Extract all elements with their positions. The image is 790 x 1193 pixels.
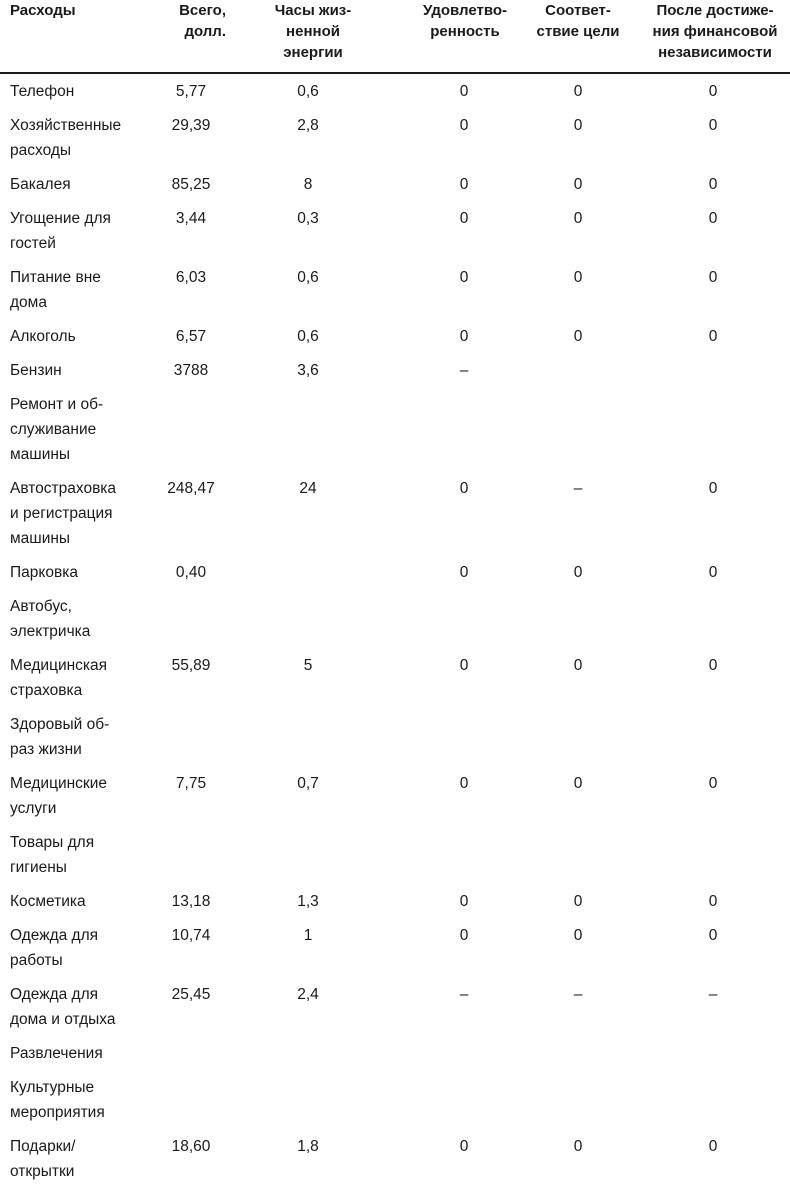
row-after-fi: 0 bbox=[708, 269, 718, 286]
row-category-line: Ремонт и об- bbox=[10, 396, 104, 413]
row-category bbox=[10, 889, 160, 914]
row-hours: 0,6 bbox=[297, 328, 319, 345]
header-divider bbox=[0, 72, 790, 74]
row-satisfaction: 0 bbox=[459, 927, 469, 944]
header-after-fi-line: независимости bbox=[658, 44, 772, 61]
row-category-line: Одежда для bbox=[10, 986, 99, 1003]
row-alignment: 0 bbox=[573, 564, 583, 581]
row-total: 3788 bbox=[173, 362, 209, 379]
row-total: 13,18 bbox=[171, 893, 211, 910]
row-category-line: Бакалея bbox=[10, 176, 71, 193]
header-total-line: Всего, bbox=[179, 2, 226, 19]
header-after-fi-line: ния финансовой bbox=[652, 23, 778, 40]
row-hours: 1,3 bbox=[297, 893, 319, 910]
table-row bbox=[0, 560, 790, 594]
row-satisfaction: 0 bbox=[459, 210, 469, 227]
row-hours: 3,6 bbox=[297, 362, 319, 379]
row-category bbox=[10, 653, 160, 703]
row-after-fi: 0 bbox=[708, 83, 718, 100]
row-hours: 5 bbox=[303, 657, 313, 674]
row-after-fi: 0 bbox=[708, 176, 718, 193]
header-category bbox=[10, 0, 76, 21]
row-alignment: 0 bbox=[573, 1138, 583, 1155]
row-category-line: услуги bbox=[10, 800, 57, 817]
row-category bbox=[10, 392, 160, 467]
row-category-line: Бензин bbox=[10, 362, 62, 379]
row-category bbox=[10, 79, 160, 104]
row-after-fi: 0 bbox=[708, 480, 718, 497]
row-category-line: Парковка bbox=[10, 564, 78, 581]
row-category-line: Косметика bbox=[10, 893, 86, 910]
row-alignment: 0 bbox=[573, 269, 583, 286]
row-category-line: Развлечения bbox=[10, 1045, 103, 1062]
row-after-fi: 0 bbox=[708, 210, 718, 227]
row-total: 248,47 bbox=[167, 480, 215, 497]
table-row bbox=[0, 771, 790, 830]
row-total: 7,75 bbox=[175, 775, 207, 792]
row-total: 85,25 bbox=[171, 176, 211, 193]
header-after-fi-line: После достиже- bbox=[656, 2, 774, 19]
row-hours: 1 bbox=[303, 927, 313, 944]
row-total: 29,39 bbox=[171, 117, 211, 134]
table-row bbox=[0, 206, 790, 265]
row-satisfaction: 0 bbox=[459, 83, 469, 100]
row-alignment: 0 bbox=[573, 83, 583, 100]
row-category-line: Автобус, bbox=[10, 598, 72, 615]
header-hours bbox=[258, 0, 368, 63]
table-row bbox=[0, 889, 790, 923]
row-after-fi: 0 bbox=[708, 657, 718, 674]
row-alignment: 0 bbox=[573, 775, 583, 792]
table-row bbox=[0, 476, 790, 560]
table-row bbox=[0, 830, 790, 889]
row-satisfaction: 0 bbox=[459, 328, 469, 345]
row-satisfaction: 0 bbox=[459, 269, 469, 286]
row-hours: 0,3 bbox=[297, 210, 319, 227]
table-row bbox=[0, 923, 790, 982]
row-alignment: – bbox=[573, 986, 583, 1003]
row-after-fi: – bbox=[708, 986, 718, 1003]
row-category-line: гостей bbox=[10, 235, 56, 252]
row-category-line: расходы bbox=[10, 142, 72, 159]
row-total: 0,40 bbox=[175, 564, 207, 581]
row-satisfaction: 0 bbox=[459, 1138, 469, 1155]
row-hours: 1,8 bbox=[297, 1138, 319, 1155]
row-alignment: 0 bbox=[573, 176, 583, 193]
row-total: 25,45 bbox=[171, 986, 211, 1003]
row-category-line: служивание bbox=[10, 421, 97, 438]
row-satisfaction: – bbox=[459, 986, 469, 1003]
row-category-line: электричка bbox=[10, 623, 91, 640]
row-category-line: работы bbox=[10, 952, 63, 969]
row-category-line: открытки bbox=[10, 1163, 75, 1180]
row-category-line: раз жизни bbox=[10, 741, 82, 758]
row-total: 6,03 bbox=[175, 269, 207, 286]
row-category bbox=[10, 324, 160, 349]
row-category bbox=[10, 771, 160, 821]
row-category bbox=[10, 923, 160, 973]
header-satisfaction-line: ренность bbox=[430, 23, 500, 40]
row-category bbox=[10, 1134, 160, 1184]
row-hours: 8 bbox=[303, 176, 313, 193]
row-satisfaction: 0 bbox=[459, 657, 469, 674]
header-alignment bbox=[528, 0, 628, 42]
row-category-line: страховка bbox=[10, 682, 83, 699]
row-alignment: – bbox=[573, 480, 583, 497]
row-category-line: Подарки/ bbox=[10, 1138, 76, 1155]
row-hours: 0,6 bbox=[297, 269, 319, 286]
row-satisfaction: 0 bbox=[459, 480, 469, 497]
row-after-fi: 0 bbox=[708, 893, 718, 910]
row-hours: 2,8 bbox=[297, 117, 319, 134]
row-satisfaction: 0 bbox=[459, 775, 469, 792]
table-header bbox=[0, 0, 790, 72]
row-category-line: мероприятия bbox=[10, 1104, 105, 1121]
row-category-line: Питание вне bbox=[10, 269, 101, 286]
row-category-line: Одежда для bbox=[10, 927, 99, 944]
row-category bbox=[10, 1075, 160, 1125]
row-total: 5,77 bbox=[175, 83, 207, 100]
row-category-line: дома и отдыха bbox=[10, 1011, 116, 1028]
table-body bbox=[0, 79, 790, 1193]
row-category-line: машины bbox=[10, 446, 71, 463]
table-row bbox=[0, 324, 790, 358]
table-row bbox=[0, 79, 790, 113]
header-hours-line: энергии bbox=[283, 44, 343, 61]
row-after-fi: 0 bbox=[708, 117, 718, 134]
row-category-line: Автостраховка bbox=[10, 480, 117, 497]
row-after-fi: 0 bbox=[708, 328, 718, 345]
header-category-text: Расходы bbox=[10, 2, 76, 19]
row-total: 18,60 bbox=[171, 1138, 211, 1155]
row-category-line: Алкоголь bbox=[10, 328, 76, 345]
row-satisfaction: 0 bbox=[459, 176, 469, 193]
row-hours: 2,4 bbox=[297, 986, 319, 1003]
row-alignment: 0 bbox=[573, 893, 583, 910]
row-category bbox=[10, 560, 160, 585]
row-category-line: дома bbox=[10, 294, 47, 311]
row-category bbox=[10, 830, 160, 880]
header-hours-line: Часы жиз- bbox=[274, 2, 352, 19]
table-row bbox=[0, 1041, 790, 1075]
row-category bbox=[10, 113, 160, 163]
row-satisfaction: – bbox=[459, 362, 469, 379]
row-category-line: гигиены bbox=[10, 859, 67, 876]
table-row bbox=[0, 712, 790, 771]
row-category-line: машины bbox=[10, 530, 71, 547]
row-category bbox=[10, 594, 160, 644]
table-row bbox=[0, 982, 790, 1041]
header-satisfaction-line: Удовлетво- bbox=[422, 2, 508, 19]
row-after-fi: 0 bbox=[708, 564, 718, 581]
row-satisfaction: 0 bbox=[459, 564, 469, 581]
table-row bbox=[0, 358, 790, 392]
row-hours: 0,6 bbox=[297, 83, 319, 100]
row-hours: 24 bbox=[299, 480, 317, 497]
row-category bbox=[10, 358, 160, 383]
header-alignment-line: ствие цели bbox=[536, 23, 620, 40]
row-category bbox=[10, 265, 160, 315]
row-after-fi: 0 bbox=[708, 1138, 718, 1155]
row-category bbox=[10, 476, 160, 551]
table-row bbox=[0, 392, 790, 476]
header-satisfaction bbox=[410, 0, 520, 42]
table-row bbox=[0, 113, 790, 172]
row-category bbox=[10, 1041, 160, 1066]
row-total: 55,89 bbox=[171, 657, 211, 674]
row-category-line: Угощение для bbox=[10, 210, 111, 227]
table-row bbox=[0, 653, 790, 712]
row-category bbox=[10, 982, 160, 1032]
row-alignment: 0 bbox=[573, 657, 583, 674]
row-alignment: 0 bbox=[573, 210, 583, 227]
row-category bbox=[10, 172, 160, 197]
row-category-line: Здоровый об- bbox=[10, 716, 110, 733]
row-category-line: и регистрация bbox=[10, 505, 113, 522]
table-row bbox=[0, 265, 790, 324]
row-category-line: Медицинские bbox=[10, 775, 107, 792]
row-category-line: Телефон bbox=[10, 83, 75, 100]
row-satisfaction: 0 bbox=[459, 893, 469, 910]
header-after-fi bbox=[640, 0, 790, 63]
table-row bbox=[0, 1134, 790, 1193]
row-category-line: Культурные bbox=[10, 1079, 95, 1096]
row-alignment: 0 bbox=[573, 117, 583, 134]
header-alignment-line: Соответ- bbox=[545, 2, 611, 19]
row-after-fi: 0 bbox=[708, 775, 718, 792]
row-total: 10,74 bbox=[171, 927, 211, 944]
row-after-fi: 0 bbox=[708, 927, 718, 944]
table-row bbox=[0, 172, 790, 206]
row-alignment: 0 bbox=[573, 328, 583, 345]
row-category bbox=[10, 712, 160, 762]
table-row bbox=[0, 1075, 790, 1134]
row-category-line: Товары для bbox=[10, 834, 95, 851]
header-hours-line: ненной bbox=[286, 23, 340, 40]
row-total: 6,57 bbox=[175, 328, 207, 345]
header-total-line: долл. bbox=[184, 23, 226, 40]
row-category-line: Медицинская bbox=[10, 657, 108, 674]
row-hours: 0,7 bbox=[297, 775, 319, 792]
row-category-line: Хозяйственные bbox=[10, 117, 122, 134]
table-row bbox=[0, 594, 790, 653]
row-total: 3,44 bbox=[175, 210, 207, 227]
row-alignment: 0 bbox=[573, 927, 583, 944]
row-category bbox=[10, 206, 160, 256]
row-satisfaction: 0 bbox=[459, 117, 469, 134]
header-total bbox=[166, 0, 226, 42]
